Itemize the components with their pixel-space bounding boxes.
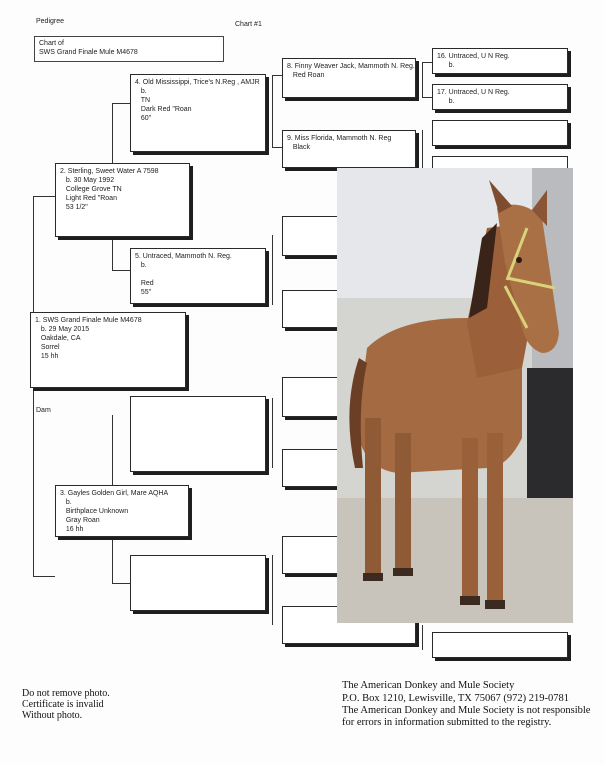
connector bbox=[422, 62, 432, 63]
connector bbox=[272, 75, 273, 147]
pedigree-box-2 bbox=[55, 163, 190, 237]
connector bbox=[33, 576, 55, 577]
chart-of-box bbox=[34, 36, 224, 62]
pedigree-box-1-text: 1. SWS Grand Finale Mule M4678 b. 29 May 2015 Oakdale, CA Sorrel 15 hh bbox=[35, 317, 142, 360]
connector bbox=[272, 555, 273, 625]
society-name: The American Donkey and Mule Society bbox=[342, 680, 515, 691]
disclaimer-1: The American Donkey and Mule Society is not responsible bbox=[342, 705, 591, 716]
dam-label: Dam bbox=[36, 407, 51, 414]
connector bbox=[112, 103, 130, 104]
connector bbox=[422, 130, 423, 168]
connector bbox=[272, 147, 282, 148]
pedigree-box-8-text: 8. Finny Weaver Jack, Mammoth N. Reg. Red Roan bbox=[287, 63, 415, 79]
connector bbox=[422, 97, 432, 98]
pedigree-box-6 bbox=[130, 396, 266, 472]
mule-photo bbox=[337, 168, 573, 623]
pedigree-box-11 bbox=[282, 290, 342, 328]
pedigree-box-5-text: 5. Untraced, Mammoth N. Reg. b. Red 55" bbox=[135, 253, 232, 296]
pedigree-box-18 bbox=[432, 120, 568, 146]
pedigree-box-4 bbox=[130, 74, 266, 152]
disclaimer-2: for errors in information submitted to the registry. bbox=[342, 717, 552, 728]
pedigree-box-16 bbox=[432, 48, 568, 74]
footer-warning-2: Certificate is invalid bbox=[22, 699, 104, 710]
pedigree-box-17 bbox=[432, 84, 568, 110]
mule-photo-image bbox=[337, 168, 573, 623]
connector bbox=[272, 235, 273, 305]
connector bbox=[272, 75, 282, 76]
pedigree-box-3-text: 3. Gayles Golden Girl, Mare AQHA b. Birthplace Unknown Gray Roan 16 hh bbox=[60, 490, 169, 533]
pedigree-box-13 bbox=[282, 449, 342, 487]
pedigree-box-9-text: 9. Miss Florida, Mammoth N. Reg Black bbox=[287, 135, 392, 151]
connector bbox=[112, 583, 130, 584]
chart-of-label: Chart of bbox=[39, 40, 64, 47]
pedigree-box-31 bbox=[432, 632, 568, 658]
connector bbox=[422, 625, 423, 650]
connector bbox=[272, 398, 273, 468]
pedigree-box-9 bbox=[282, 130, 416, 168]
pedigree-box-4-text: 4. Old Mississippi, Trice's N.Reg , AMJR b. TN Dark Red "Roan 60" bbox=[135, 79, 260, 122]
pedigree-box-10 bbox=[282, 216, 342, 256]
pedigree-box-12 bbox=[282, 377, 342, 417]
chart-number: Chart #1 bbox=[235, 21, 262, 28]
connector bbox=[33, 196, 55, 197]
connector bbox=[422, 62, 423, 97]
society-address: P.O. Box 1210, Lewisville, TX 75067 (972) 219-0781 bbox=[342, 693, 570, 704]
pedigree-box-1 bbox=[30, 312, 186, 388]
pedigree-box-17-text: 17. Untraced, U N Reg. b. bbox=[437, 89, 510, 105]
chart-of-name: SWS Grand Finale Mule M4678 bbox=[39, 49, 138, 56]
pedigree-box-7 bbox=[130, 555, 266, 611]
pedigree-heading: Pedigree bbox=[36, 18, 65, 25]
pedigree-box-16-text: 16. Untraced, U N Reg. b. bbox=[437, 53, 510, 69]
footer-warning-3: Without photo. bbox=[22, 710, 83, 721]
connector bbox=[112, 270, 130, 271]
pedigree-box-3 bbox=[55, 485, 189, 537]
pedigree-box-14 bbox=[282, 536, 342, 574]
pedigree-box-5 bbox=[130, 248, 266, 304]
pedigree-box-2-text: 2. Sterling, Sweet Water A 7598 b. 30 May 1992 College Grove TN Light Red "Roan 53 1/2" bbox=[60, 168, 159, 211]
footer-warning-1: Do not remove photo. bbox=[22, 688, 110, 699]
pedigree-box-8 bbox=[282, 58, 416, 98]
